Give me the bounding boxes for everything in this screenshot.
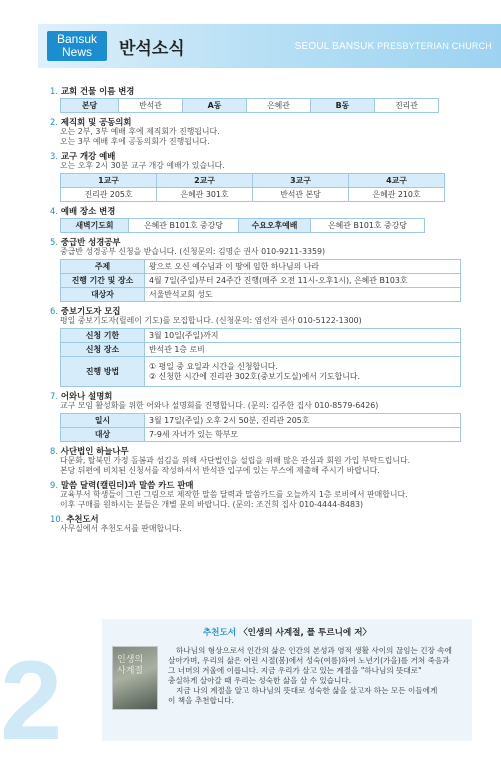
book-description bbox=[168, 646, 464, 705]
section-number: 2. bbox=[50, 117, 58, 127]
awana-table bbox=[60, 413, 461, 442]
new-name-cell: 반석관 bbox=[119, 99, 183, 113]
section-text: 교육부서 학생들이 그린 그림으로 제작한 말씀 달력과 말씀카드를 오늘까지 1층 로비에서 판매합니다. bbox=[60, 490, 408, 499]
section-number: 5. bbox=[50, 237, 58, 247]
church-name bbox=[295, 41, 492, 52]
section-text: 평일 중보기도자(릴레이 기도)를 모집합니다. (신청문의: 염선자 권사 010-5122-1300) bbox=[60, 316, 362, 325]
section-5 bbox=[50, 237, 470, 302]
intercessor-table bbox=[60, 328, 461, 387]
recommended-book-box bbox=[102, 619, 472, 741]
row-label: 진행 방법 bbox=[61, 357, 145, 387]
old-name-cell: B동 bbox=[311, 99, 375, 113]
row-label: 일시 bbox=[61, 414, 145, 428]
section-title: 중급반 성경공부 bbox=[60, 237, 121, 247]
section-3 bbox=[50, 151, 470, 202]
book-title: 〈인생의 사계절, 폴 투르니에 저〉 bbox=[239, 628, 372, 638]
section-text: 중급반 성경공부 신청을 받습니다. (신청문의: 김명순 권사 010-9211-3359) bbox=[60, 247, 326, 256]
method-step: ② 신청한 시간에 진리관 302호(중보기도실)에서 기도합니다. bbox=[149, 371, 361, 381]
district-location: 은혜관 301호 bbox=[157, 188, 253, 202]
description-line: 이 책을 추천합니다. bbox=[168, 695, 234, 705]
district-header: 1교구 bbox=[61, 174, 157, 188]
worship-name-cell: 새벽기도회 bbox=[61, 219, 129, 233]
section-text: 교구 모임 활성화를 위한 어와나 설명회를 진행합니다. (문의: 김주한 집사 010-8579-6426) bbox=[60, 401, 379, 410]
section-text: 본당 뒤편에 비치된 신청서를 작성하셔서 반석관 입구에 있는 부스에 제출해 주시기 바랍니다. bbox=[60, 466, 380, 475]
description-line: 하나님의 형상으로서 인간의 삶은 인간의 본성과 영적 생활 사이의 끊임는 긴장 속에 bbox=[176, 646, 452, 655]
worship-place-cell: 은혜관 B101호 중강당 bbox=[311, 219, 425, 233]
row-value: 4월 7일(주일)부터 24주간 진행(매주 오전 11시-오후1시), 은혜관 B103호 bbox=[145, 274, 461, 288]
section-2 bbox=[50, 117, 470, 147]
section-7 bbox=[50, 391, 470, 442]
district-location: 은혜관 210호 bbox=[349, 188, 445, 202]
section-number: 4. bbox=[50, 206, 58, 216]
section-4 bbox=[50, 206, 470, 233]
header-banner bbox=[38, 24, 501, 68]
section-number: 6. bbox=[50, 306, 58, 316]
section-number: 10. bbox=[50, 514, 64, 524]
section-title: 어와나 설명회 bbox=[60, 391, 113, 401]
section-10 bbox=[50, 514, 470, 534]
bansuk-news-badge bbox=[47, 31, 107, 61]
description-line: 살아가며, 우리의 삶은 어린 시절(봄)에서 성숙(여름)하여 노년기(가을)를 거쳐 죽음과 bbox=[168, 655, 450, 665]
section-title: 중보기도자 모집 bbox=[60, 306, 121, 316]
section-number: 7. bbox=[50, 391, 58, 401]
section-title: 사단법인 하늘나무 bbox=[60, 446, 129, 456]
section-1 bbox=[50, 86, 470, 113]
section-number: 1. bbox=[50, 86, 58, 96]
row-label: 진행 기간 및 장소 bbox=[61, 274, 145, 288]
row-value: 왕으로 오신 예수님과 이 땅에 임한 하나님의 나라 bbox=[145, 260, 461, 274]
section-title: 제직회 및 공동의회 bbox=[60, 117, 132, 127]
district-location: 반석관 본당 bbox=[253, 188, 349, 202]
page-title: 반석소식 bbox=[119, 38, 185, 59]
section-8 bbox=[50, 446, 470, 476]
row-value: 서울반석교회 성도 bbox=[145, 288, 461, 302]
section-text: 오는 2부, 3부 예배 후에 제직회가 진행됩니다. bbox=[60, 127, 220, 136]
section-text: 오는 3부 예배 후에 공동의회가 진행됩니다. bbox=[60, 137, 210, 146]
row-label: 대상자 bbox=[61, 288, 145, 302]
row-label: 신청 장소 bbox=[61, 343, 145, 357]
new-name-cell: 은혜관 bbox=[247, 99, 311, 113]
row-value: 3월 17일(주일) 오후 2시 50분, 진리관 205호 bbox=[145, 414, 461, 428]
description-line: 충실하게 살아갈 때 우리는 성숙한 삶을 살 수 있습니다. bbox=[168, 675, 352, 685]
description-line: 지금 나의 계절을 알고 하나님의 뜻대로 성숙한 삶을 살고자 하는 모든 이들에게 bbox=[176, 685, 438, 695]
bible-study-table bbox=[60, 259, 461, 302]
row-label: 신청 기한 bbox=[61, 329, 145, 343]
description-line: 그 너머의 겨울에 이릅니다. 지금 우리가 살고 있는 계절을 "하나님의 뜻대로" bbox=[168, 665, 422, 675]
section-text: 사무실에서 추천도서를 판매합니다. bbox=[60, 524, 182, 533]
method-step: ① 평일 중 요일과 시간을 신청합니다. bbox=[149, 361, 278, 371]
row-value: 반석관 1층 로비 bbox=[145, 343, 461, 357]
section-text: 오는 오후 2시 30분 교구 개강 예배가 있습니다. bbox=[60, 161, 225, 170]
badge-line-2: News bbox=[61, 45, 92, 59]
church-name-main: SEOUL BANSUK bbox=[294, 40, 375, 52]
row-value: 7-9세 자녀가 있는 학부모 bbox=[145, 428, 461, 442]
church-name-sub: PRESBYTERIAN CHURCH bbox=[377, 40, 492, 51]
section-title: 교회 건물 이름 변경 bbox=[60, 86, 135, 96]
section-number: 9. bbox=[50, 480, 58, 490]
worship-name-cell: 수요오후예배 bbox=[239, 219, 311, 233]
district-header: 2교구 bbox=[157, 174, 253, 188]
page-number: 2 bbox=[0, 638, 63, 763]
recommend-label: 추천도서 bbox=[202, 628, 237, 638]
old-name-cell: A동 bbox=[183, 99, 247, 113]
new-name-cell: 진리관 bbox=[375, 99, 439, 113]
old-name-cell: 본당 bbox=[61, 99, 119, 113]
section-title: 교구 개강 예배 bbox=[60, 151, 116, 161]
badge-line-1: Bansuk bbox=[56, 32, 98, 46]
district-header: 3교구 bbox=[253, 174, 349, 188]
district-header: 4교구 bbox=[349, 174, 445, 188]
section-9 bbox=[50, 480, 470, 510]
district-table bbox=[60, 173, 445, 202]
row-value bbox=[145, 357, 461, 387]
book-cover-image: 인생의 사계절 bbox=[112, 646, 158, 710]
row-value: 3월 10일(주일)까지 bbox=[145, 329, 461, 343]
news-content bbox=[50, 86, 470, 538]
district-location: 진리관 205호 bbox=[61, 188, 157, 202]
row-label: 주제 bbox=[61, 260, 145, 274]
section-number: 8. bbox=[50, 446, 58, 456]
building-name-table bbox=[60, 98, 439, 113]
section-6 bbox=[50, 306, 470, 387]
row-label: 대상 bbox=[61, 428, 145, 442]
section-title: 예배 장소 변경 bbox=[60, 206, 116, 216]
section-text: 다문화, 탈북민 가정 돌봄과 섬김을 위해 사단법인을 설립을 위해 많은 관심과 회원 가입 부탁드립니다. bbox=[60, 456, 411, 465]
section-text: 이후 구매를 원하시는 분들은 개별 문의 바랍니다. (문의: 조건희 집사 010-4444-8483) bbox=[60, 500, 364, 509]
section-number: 3. bbox=[50, 151, 58, 161]
section-title: 추천도서 bbox=[66, 514, 99, 524]
section-title: 말씀 달력(캘린더)과 말씀 카드 판매 bbox=[60, 480, 194, 490]
worship-location-table bbox=[60, 218, 425, 233]
recommended-book-title bbox=[102, 626, 472, 638]
worship-place-cell: 은혜관 B101호 중강당 bbox=[129, 219, 239, 233]
